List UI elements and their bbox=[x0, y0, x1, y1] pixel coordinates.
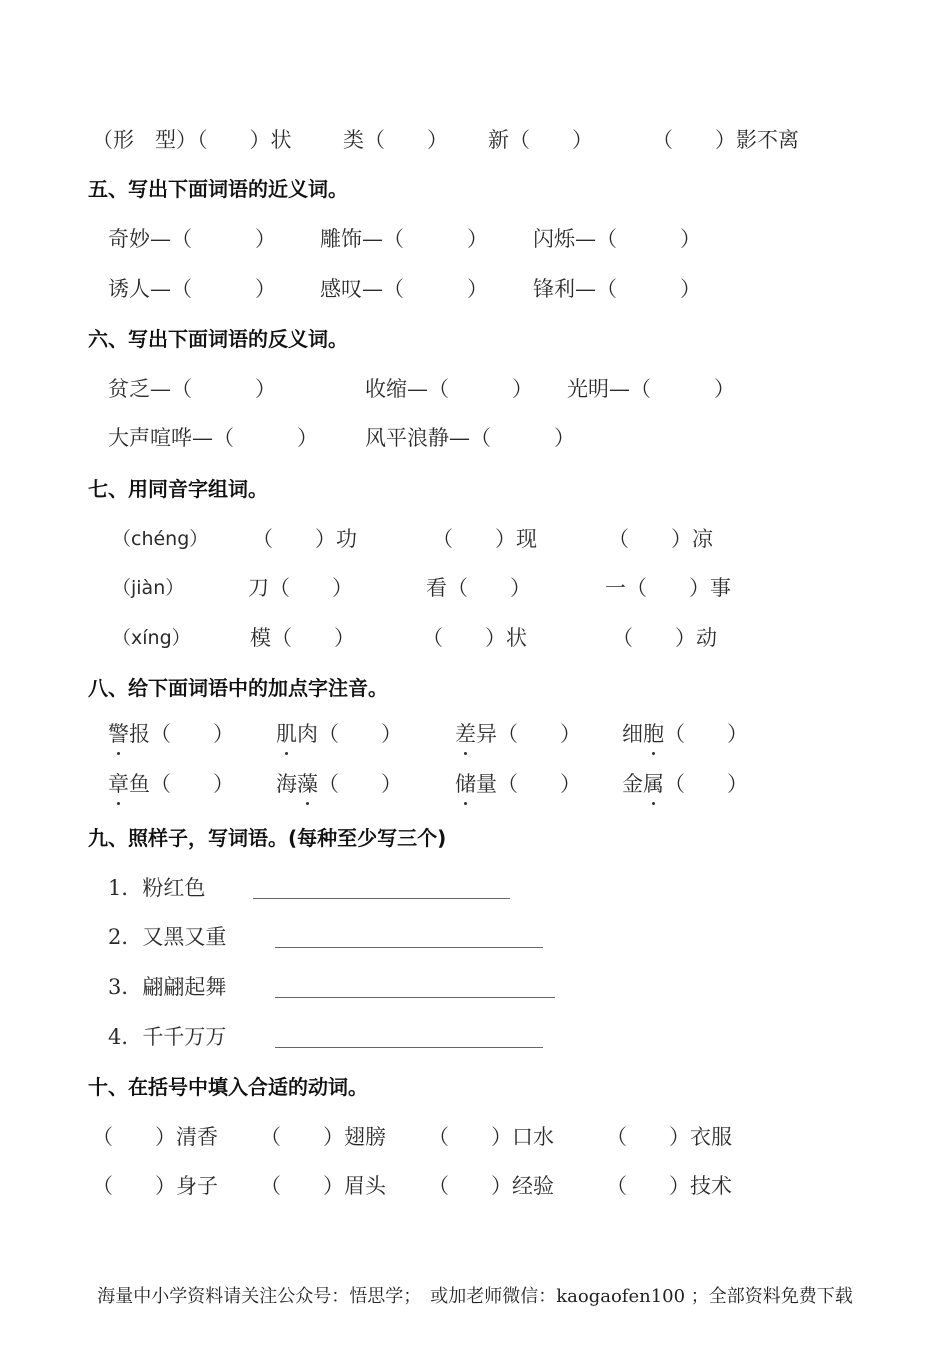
verb-item: （ ）清香 bbox=[92, 1125, 218, 1149]
homophone-item: 一（ ）事 bbox=[605, 576, 731, 600]
homophone-item: （ ）现 bbox=[432, 527, 537, 551]
synonym-item: 雕饰—（ ） bbox=[320, 227, 488, 251]
dotted-char: 属 bbox=[643, 766, 664, 802]
section-7-row-3 bbox=[0, 620, 950, 656]
section-6-row-2 bbox=[0, 420, 950, 456]
section-9-item-2 bbox=[0, 919, 950, 955]
homophone-item: （ ）状 bbox=[422, 626, 527, 650]
section-8-title: 八、给下面词语中的加点字注音。 bbox=[88, 676, 388, 700]
section-7-title: 七、用同音字组词。 bbox=[88, 477, 268, 501]
dotted-char: 藻 bbox=[297, 766, 318, 802]
antonym-item: 贫乏—（ ） bbox=[108, 377, 276, 401]
section-9-item-3 bbox=[0, 969, 950, 1005]
section-10-row-2 bbox=[0, 1168, 950, 1204]
phonetic-item: 储量（ ） bbox=[455, 766, 581, 802]
section-5-title: 五、写出下面词语的近义词。 bbox=[88, 177, 348, 201]
antonym-item: 风平浪静—（ ） bbox=[365, 426, 575, 450]
synonym-item: 闪烁—（ ） bbox=[533, 227, 701, 251]
section-5-row-1 bbox=[0, 221, 950, 257]
section-6-title: 六、写出下面词语的反义词。 bbox=[88, 327, 348, 351]
homophone-item: （ ）功 bbox=[252, 527, 357, 551]
section-8-row-1 bbox=[0, 716, 950, 752]
synonym-item: 锋利—（ ） bbox=[533, 277, 701, 301]
verb-item: （ ）身子 bbox=[92, 1174, 218, 1198]
phonetic-item: 金属（ ） bbox=[622, 766, 748, 802]
row-item: 新（ ） bbox=[488, 128, 593, 152]
homophone-item: （ ）动 bbox=[612, 626, 717, 650]
section-7-row-2 bbox=[0, 570, 950, 606]
synonym-item: 诱人—（ ） bbox=[108, 277, 276, 301]
verb-item: （ ）经验 bbox=[428, 1174, 554, 1198]
homophone-item: （ ）凉 bbox=[608, 527, 713, 551]
verb-item: （ ）技术 bbox=[606, 1174, 732, 1198]
homophone-item: 刀（ ） bbox=[248, 576, 353, 600]
verb-item: （ ）眉头 bbox=[260, 1174, 386, 1198]
example-word: 4．千千万万 bbox=[108, 1025, 227, 1049]
row-item: （ ）影不离 bbox=[652, 128, 799, 152]
pinyin-label: （jiàn） bbox=[112, 577, 185, 599]
answer-line[interactable] bbox=[275, 947, 543, 948]
synonym-item: 感叹—（ ） bbox=[320, 277, 488, 301]
dotted-char: 储 bbox=[455, 766, 476, 802]
row-item: 类（ ） bbox=[343, 128, 448, 152]
section-9-item-1 bbox=[0, 870, 950, 906]
synonym-item: 奇妙—（ ） bbox=[108, 227, 276, 251]
phonetic-item: 细胞（ ） bbox=[622, 716, 748, 752]
dotted-char: 差 bbox=[455, 716, 476, 752]
section-10-row-1 bbox=[0, 1119, 950, 1155]
verb-item: （ ）衣服 bbox=[606, 1125, 732, 1149]
phonetic-item: 章鱼（ ） bbox=[108, 766, 234, 802]
section-6-row-1 bbox=[0, 371, 950, 407]
answer-line[interactable] bbox=[275, 1047, 543, 1048]
phonetic-item: 差异（ ） bbox=[455, 716, 581, 752]
verb-item: （ ）口水 bbox=[428, 1125, 554, 1149]
example-word: 3．翩翩起舞 bbox=[108, 975, 227, 999]
dotted-char: 胞 bbox=[643, 716, 664, 752]
phonetic-item: 肌肉（ ） bbox=[276, 716, 402, 752]
pinyin-label: （chéng） bbox=[112, 528, 209, 550]
row-xing-xing bbox=[0, 122, 950, 158]
section-8-row-2 bbox=[0, 766, 950, 802]
answer-line[interactable] bbox=[275, 997, 555, 998]
dotted-char: 章 bbox=[108, 766, 129, 802]
phonetic-item: 海藻（ ） bbox=[276, 766, 402, 802]
section-7-row-1 bbox=[0, 521, 950, 557]
section-5-row-2 bbox=[0, 271, 950, 307]
example-word: 1．粉红色 bbox=[108, 876, 206, 900]
section-9-item-4 bbox=[0, 1019, 950, 1055]
dotted-char: 警 bbox=[108, 716, 129, 752]
homophone-item: 看（ ） bbox=[426, 576, 531, 600]
row-item: （形 型）（ ）状 bbox=[92, 128, 292, 152]
example-word: 2．又黑又重 bbox=[108, 925, 227, 949]
homophone-item: 模（ ） bbox=[250, 626, 355, 650]
section-10-title: 十、在括号中填入合适的动词。 bbox=[88, 1075, 368, 1099]
answer-line[interactable] bbox=[253, 898, 510, 899]
phonetic-item: 警报（ ） bbox=[108, 716, 234, 752]
pinyin-label: （xíng） bbox=[112, 627, 191, 649]
dotted-char: 肌 bbox=[276, 716, 297, 752]
section-9-title: 九、照样子，写词语。(每种至少写三个) bbox=[88, 826, 447, 850]
footer-note: 海量中小学资料请关注公众号：悟思学； 或加老师微信：kaogaofen100 ；全部资料免费下载 bbox=[97, 1286, 853, 1307]
antonym-item: 光明—（ ） bbox=[567, 377, 735, 401]
verb-item: （ ）翅膀 bbox=[260, 1125, 386, 1149]
antonym-item: 大声喧哗—（ ） bbox=[108, 426, 318, 450]
antonym-item: 收缩—（ ） bbox=[365, 377, 533, 401]
